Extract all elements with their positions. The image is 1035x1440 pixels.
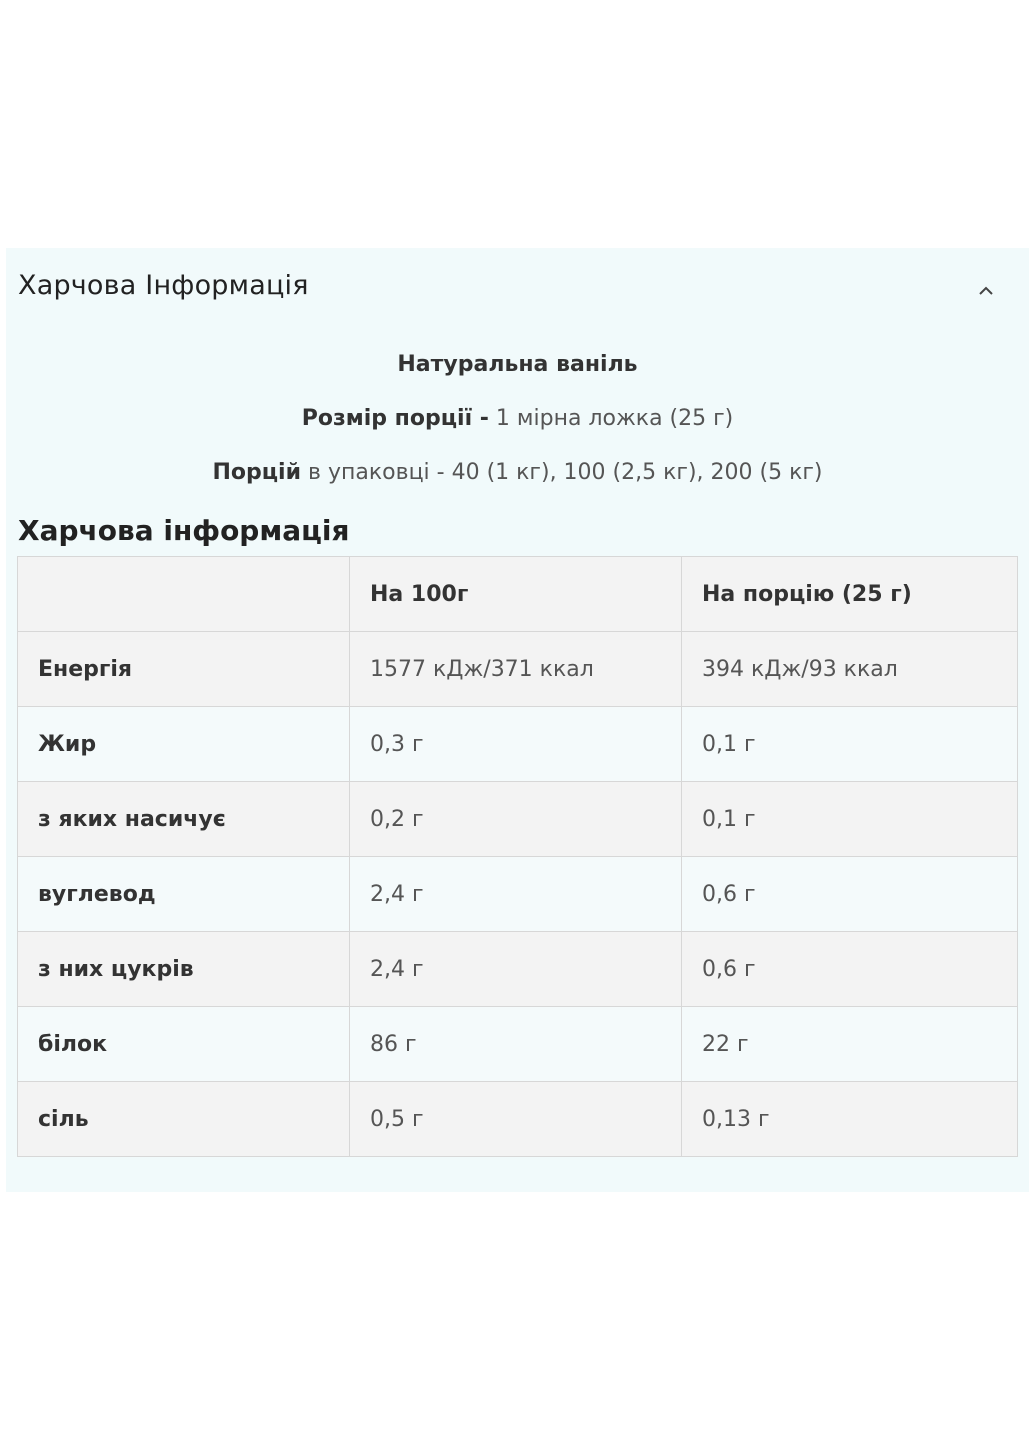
table-row	[18, 857, 1018, 932]
value-per-serving: 0,1 г	[682, 782, 1018, 857]
value-per-serving: 0,6 г	[682, 857, 1018, 932]
value-per-serving: 0,6 г	[682, 932, 1018, 1007]
nutrient-name: Жир	[18, 707, 350, 782]
value-per-serving: 0,1 г	[682, 707, 1018, 782]
panel-header[interactable]	[6, 248, 1029, 332]
chevron-up-icon	[977, 285, 995, 297]
value-per-100g: 0,2 г	[350, 782, 682, 857]
table-row	[18, 782, 1018, 857]
servings-per-pack	[6, 460, 1029, 485]
value-per-serving: 394 кДж/93 ккал	[682, 632, 1018, 707]
panel-title: Харчова Інформація	[18, 270, 309, 301]
nutrient-name: Енергія	[18, 632, 350, 707]
nutrient-name: білок	[18, 1007, 350, 1082]
table-row	[18, 1082, 1018, 1157]
serving-size	[6, 406, 1029, 431]
nutrient-name: з них цукрів	[18, 932, 350, 1007]
nutrition-table	[17, 556, 1018, 1157]
value-per-serving: 0,13 г	[682, 1082, 1018, 1157]
value-per-100g: 1577 кДж/371 ккал	[350, 632, 682, 707]
header-cell-nutrient	[18, 557, 350, 632]
table-row	[18, 932, 1018, 1007]
serving-size-label: Розмір порції -	[301, 406, 489, 431]
table-row	[18, 707, 1018, 782]
collapse-toggle-button[interactable]	[966, 272, 1006, 312]
value-per-100g: 0,3 г	[350, 707, 682, 782]
product-flavor-text: Натуральна ваніль	[397, 352, 638, 377]
serving-size-value: 1 мірна ложка (25 г)	[495, 406, 734, 431]
servings-per-pack-value: в упаковці - 40 (1 кг), 100 (2,5 кг), 200 (5 кг)	[308, 460, 823, 485]
value-per-100g: 86 г	[350, 1007, 682, 1082]
table-row	[18, 1007, 1018, 1082]
header-cell-per-100g: На 100г	[350, 557, 682, 632]
table-header-row	[18, 557, 1018, 632]
product-flavor	[6, 352, 1029, 377]
value-per-100g: 2,4 г	[350, 857, 682, 932]
servings-per-pack-label: Порцій	[212, 460, 302, 485]
value-per-100g: 0,5 г	[350, 1082, 682, 1157]
value-per-100g: 2,4 г	[350, 932, 682, 1007]
table-row	[18, 632, 1018, 707]
nutrient-name: вуглевод	[18, 857, 350, 932]
header-cell-per-serving: На порцію (25 г)	[682, 557, 1018, 632]
nutrition-panel	[6, 248, 1029, 1192]
value-per-serving: 22 г	[682, 1007, 1018, 1082]
nutrient-name: з яких насичує	[18, 782, 350, 857]
table-title: Харчова інформація	[18, 514, 350, 547]
nutrient-name: сіль	[18, 1082, 350, 1157]
